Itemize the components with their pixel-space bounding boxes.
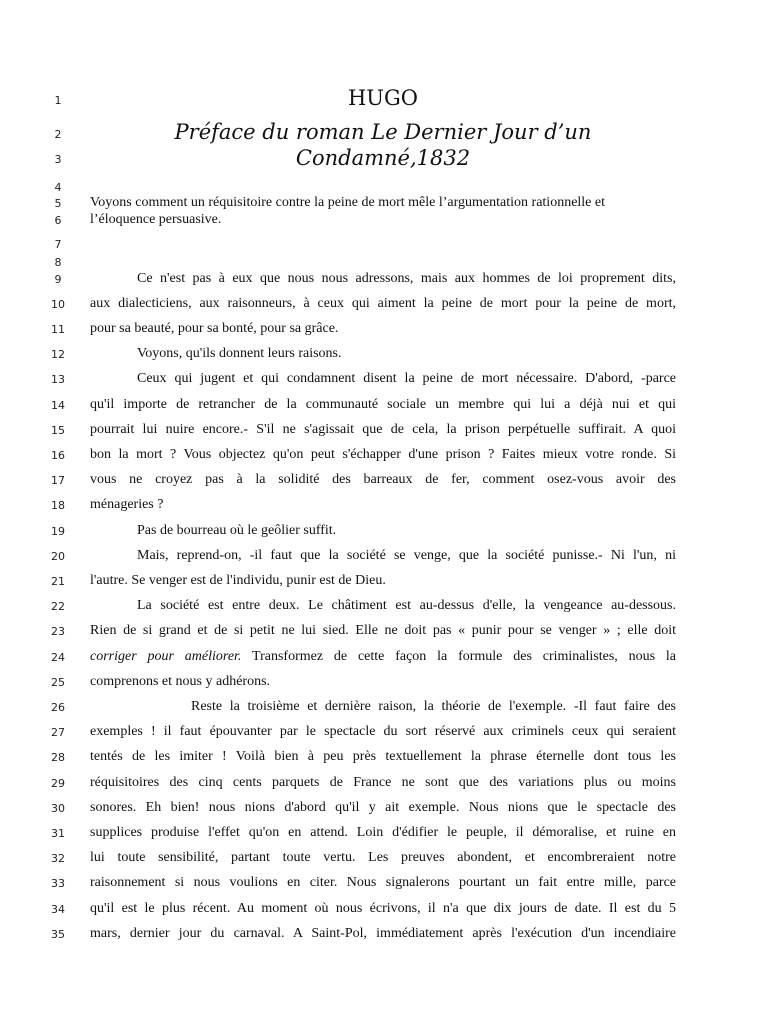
italic-phrase: corriger pour améliorer.: [90, 649, 242, 664]
line-number: 19: [51, 525, 65, 538]
text-line: Ce n'est pas à eux que nous nous adressons, mais aux hommes de loi proprement dits,: [137, 271, 676, 286]
line-number: 3: [54, 153, 62, 166]
text-line: Mais, reprend-on, -il faut que la société se venge, que la société punisse.- Ni l'un, ni: [137, 548, 676, 563]
text-line: comprenons et nous y adhérons.: [90, 674, 271, 689]
text-line: Reste la troisième et dernière raison, la théorie de l'exemple. -Il faut faire des: [191, 699, 676, 714]
line-number: 35: [51, 928, 65, 941]
line-number: 13: [51, 373, 65, 386]
text-line: exemples ! il faut épouvanter par le spectacle du sort réservé aux criminels ceux qui seraient: [90, 724, 676, 739]
line-number: 12: [51, 348, 65, 361]
text-line: aux dialecticiens, aux raisonneurs, à ceux qui aiment la peine de mort pour la peine de mort,: [90, 296, 676, 311]
text-line: sonores. Eh bien! nous nions d'abord qu'il y ait exemple. Nous nions que le spectacle des: [90, 800, 676, 815]
line-number: 31: [51, 827, 65, 840]
line-number: 15: [51, 424, 65, 437]
text-line: tentés de les imiter ! Voilà bien à peu près textuellement la phrase éternelle dont tous les: [90, 749, 676, 764]
intro-line-2: l’éloquence persuasive.: [90, 212, 222, 227]
line-number: 27: [51, 726, 65, 739]
line-number: 28: [51, 751, 65, 764]
text-line: qu'il est le plus récent. Au moment où nous écrivons, il n'a que dix jours de date. Il est du 5: [90, 901, 676, 916]
line-number: 32: [51, 852, 65, 865]
line-number: 25: [51, 676, 65, 689]
author-heading: HUGO: [347, 86, 418, 110]
text-line: réquisitoires des cinq cents parquets de France ne sont que des variations plus ou moins: [90, 775, 676, 790]
line-number: 24: [51, 651, 65, 664]
text-line: vous ne croyez pas à la solidité des barreaux de fer, comment osez-vous avoir des: [90, 472, 676, 487]
text-line: bon la mort ? Vous objectez qu'on peut s'échapper d'une prison ? Faites mieux votre ronde. Si: [90, 447, 676, 462]
text-line: mars, dernier jour du carnaval. A Saint-Pol, immédiatement après l'exécution d'un incendiaire: [90, 926, 676, 941]
text-line: qu'il importe de retrancher de la communauté sociale un membre qui lui a déjà nui et qui: [90, 397, 676, 412]
line-number: 7: [54, 238, 62, 251]
line-number: 29: [51, 777, 65, 790]
line-number: 21: [51, 575, 65, 588]
line-number: 1: [54, 94, 62, 107]
text-span: Transformez de cette façon la formule des criminalistes, nous la: [241, 649, 676, 664]
text-line: Voyons, qu'ils donnent leurs raisons.: [137, 346, 342, 361]
line-number: 33: [51, 877, 65, 890]
text-line: pourrait lui nuire encore.- S'il ne s'agissait que de cela, la prison perpétuelle suffirait. A quoi: [90, 422, 676, 437]
line-number: 8: [54, 256, 62, 269]
text-line: lui toute sensibilité, partant toute vertu. Les preuves abondent, et encombreraient notre: [90, 850, 676, 865]
line-number: 18: [51, 499, 65, 512]
line-number: 34: [51, 903, 65, 916]
text-line: raisonnement si nous voulions en citer. Nous signalerons pourtant un fait entre mille, parce: [90, 875, 676, 890]
line-number: 6: [54, 214, 62, 227]
line-number: 9: [54, 273, 62, 286]
text-line: ménageries ?: [90, 497, 164, 512]
line-number: 26: [51, 701, 65, 714]
line-number: 4: [54, 181, 62, 194]
line-number: 23: [51, 625, 65, 638]
title-line-1: Préface du roman Le Dernier Jour d’un: [174, 120, 592, 144]
line-number: 5: [54, 197, 62, 210]
line-number: 16: [51, 449, 65, 462]
line-number: 22: [51, 600, 65, 613]
text-line: l'autre. Se venger est de l'individu, punir est de Dieu.: [90, 573, 386, 588]
title-line-2: Condamné,1832: [295, 146, 471, 170]
text-line: Pas de bourreau où le geôlier suffit.: [137, 523, 337, 538]
text-line: pour sa beauté, pour sa bonté, pour sa grâce.: [90, 321, 339, 336]
line-number: 11: [51, 323, 65, 336]
text-line: supplices produise l'effet qu'on en attend. Loin d'édifier le peuple, il démoralise, et ruine en: [90, 825, 676, 840]
line-number: 2: [54, 128, 62, 141]
text-line: Ceux qui jugent et qui condamnent disent la peine de mort nécessaire. D'abord, -parce: [137, 371, 676, 386]
line-number: 14: [51, 399, 65, 412]
line-number: 30: [51, 802, 65, 815]
line-number: 17: [51, 474, 65, 487]
text-line: [90, 649, 676, 665]
line-number: 20: [51, 550, 65, 563]
text-line: Rien de si grand et de si petit ne lui sied. Elle ne doit pas « punir pour se venger » ; elle doit: [90, 623, 676, 638]
intro-line-1: Voyons comment un réquisitoire contre la peine de mort mêle l’argumentation rationnelle et: [90, 195, 605, 210]
text-line: La société est entre deux. Le châtiment est au-dessus d'elle, la vengeance au-dessous.: [137, 598, 676, 613]
line-number: 10: [51, 298, 65, 311]
